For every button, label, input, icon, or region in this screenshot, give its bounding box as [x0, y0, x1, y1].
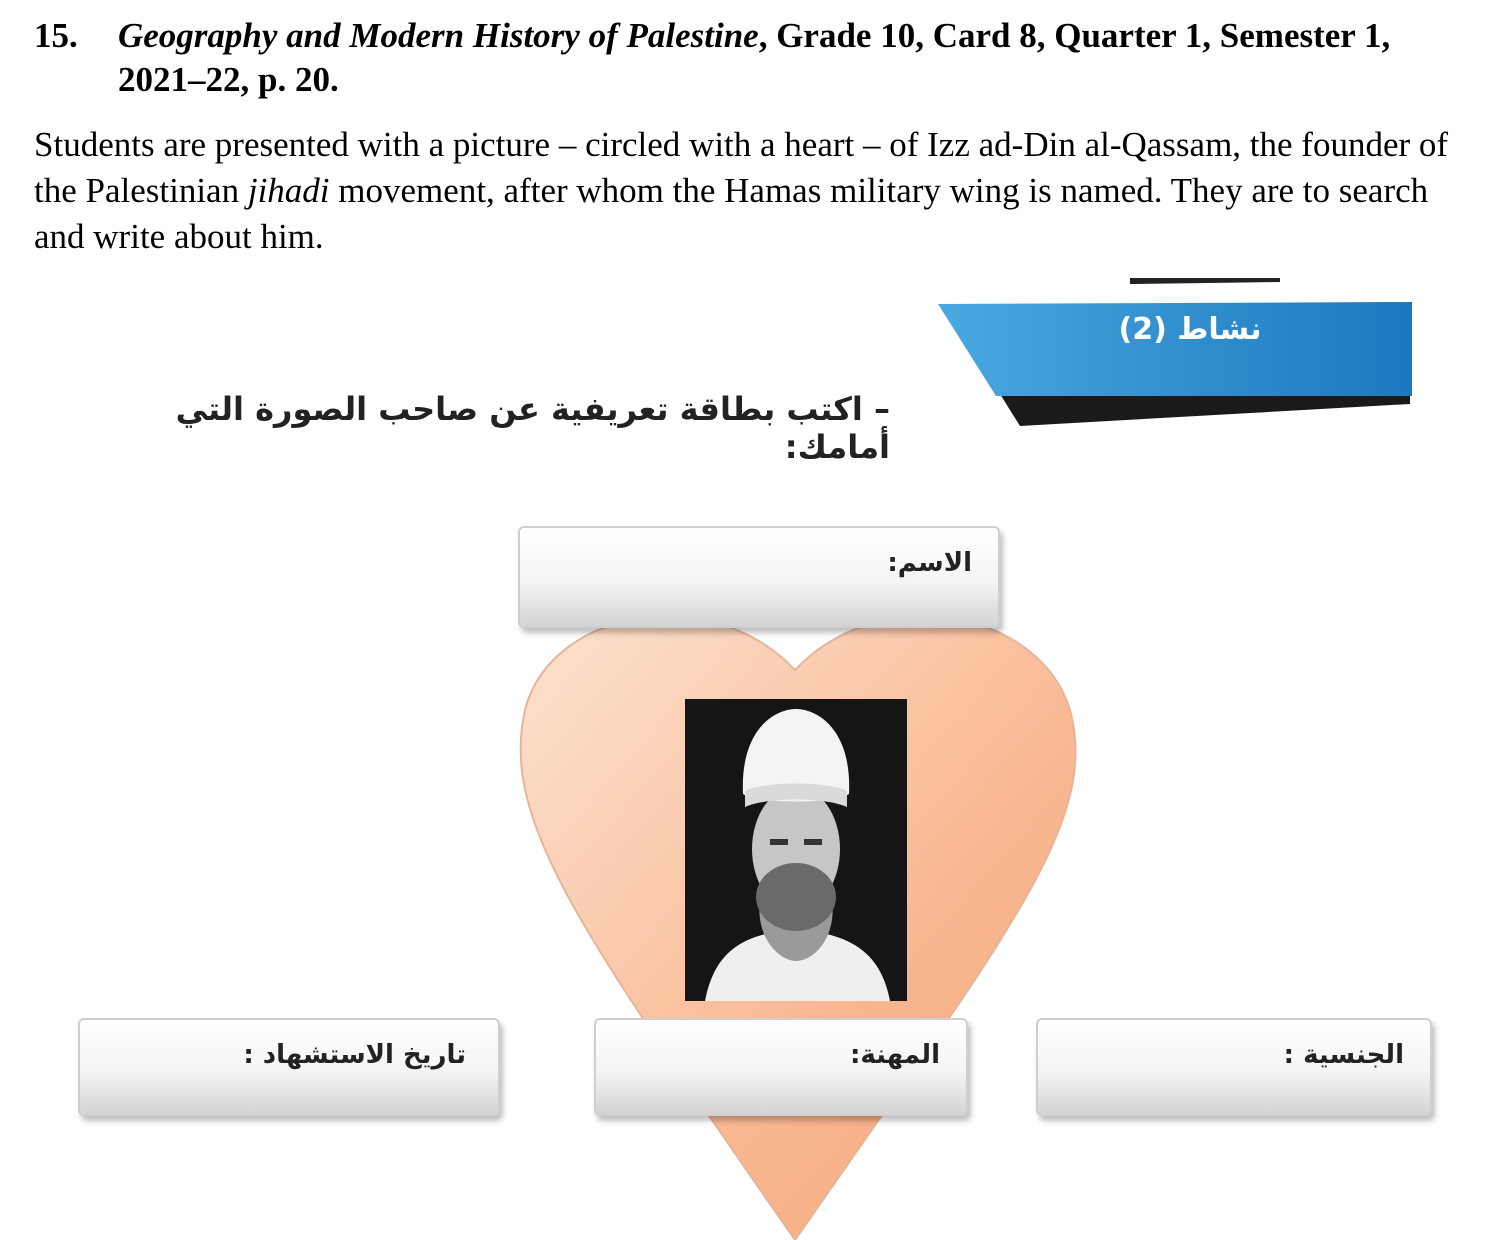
- citation-title: [118, 14, 1458, 102]
- activity-label: نشاط (2): [1118, 312, 1262, 347]
- portrait-photo: [685, 699, 907, 1001]
- description-text-2: movement, after whom the Hamas military wing is named. They are to search and write about him.: [34, 171, 1429, 256]
- profession-label: المهنة:: [849, 1040, 940, 1070]
- martyrdom-date-card: [78, 1018, 500, 1116]
- name-card: [518, 526, 1000, 628]
- activity-banner: [930, 270, 1430, 440]
- citation-number: 15.: [34, 16, 78, 55]
- description-text-1: Students are presented with a picture – circled with a heart – of Izz ad-Din al-Qassam, the founder of the Palestinian: [34, 125, 1449, 210]
- description-italic: jihadi: [247, 171, 330, 210]
- profession-card: [594, 1018, 968, 1116]
- description-paragraph: [34, 122, 1474, 260]
- name-label: الاسم:: [887, 548, 972, 578]
- book-details: , Grade 10, Card 8, Quarter 1, Semester 1, 2021–22, p. 20.: [118, 16, 1391, 99]
- book-title: Geography and Modern History of Palestine: [118, 16, 759, 55]
- martyrdom-date-label: تاريخ الاستشهاد :: [243, 1040, 466, 1070]
- nationality-label: الجنسية :: [1283, 1040, 1404, 1070]
- instruction-text: – اكتب بطاقة تعريفية عن صاحب الصورة التي أمامك:: [175, 390, 890, 466]
- nationality-card: [1036, 1018, 1432, 1116]
